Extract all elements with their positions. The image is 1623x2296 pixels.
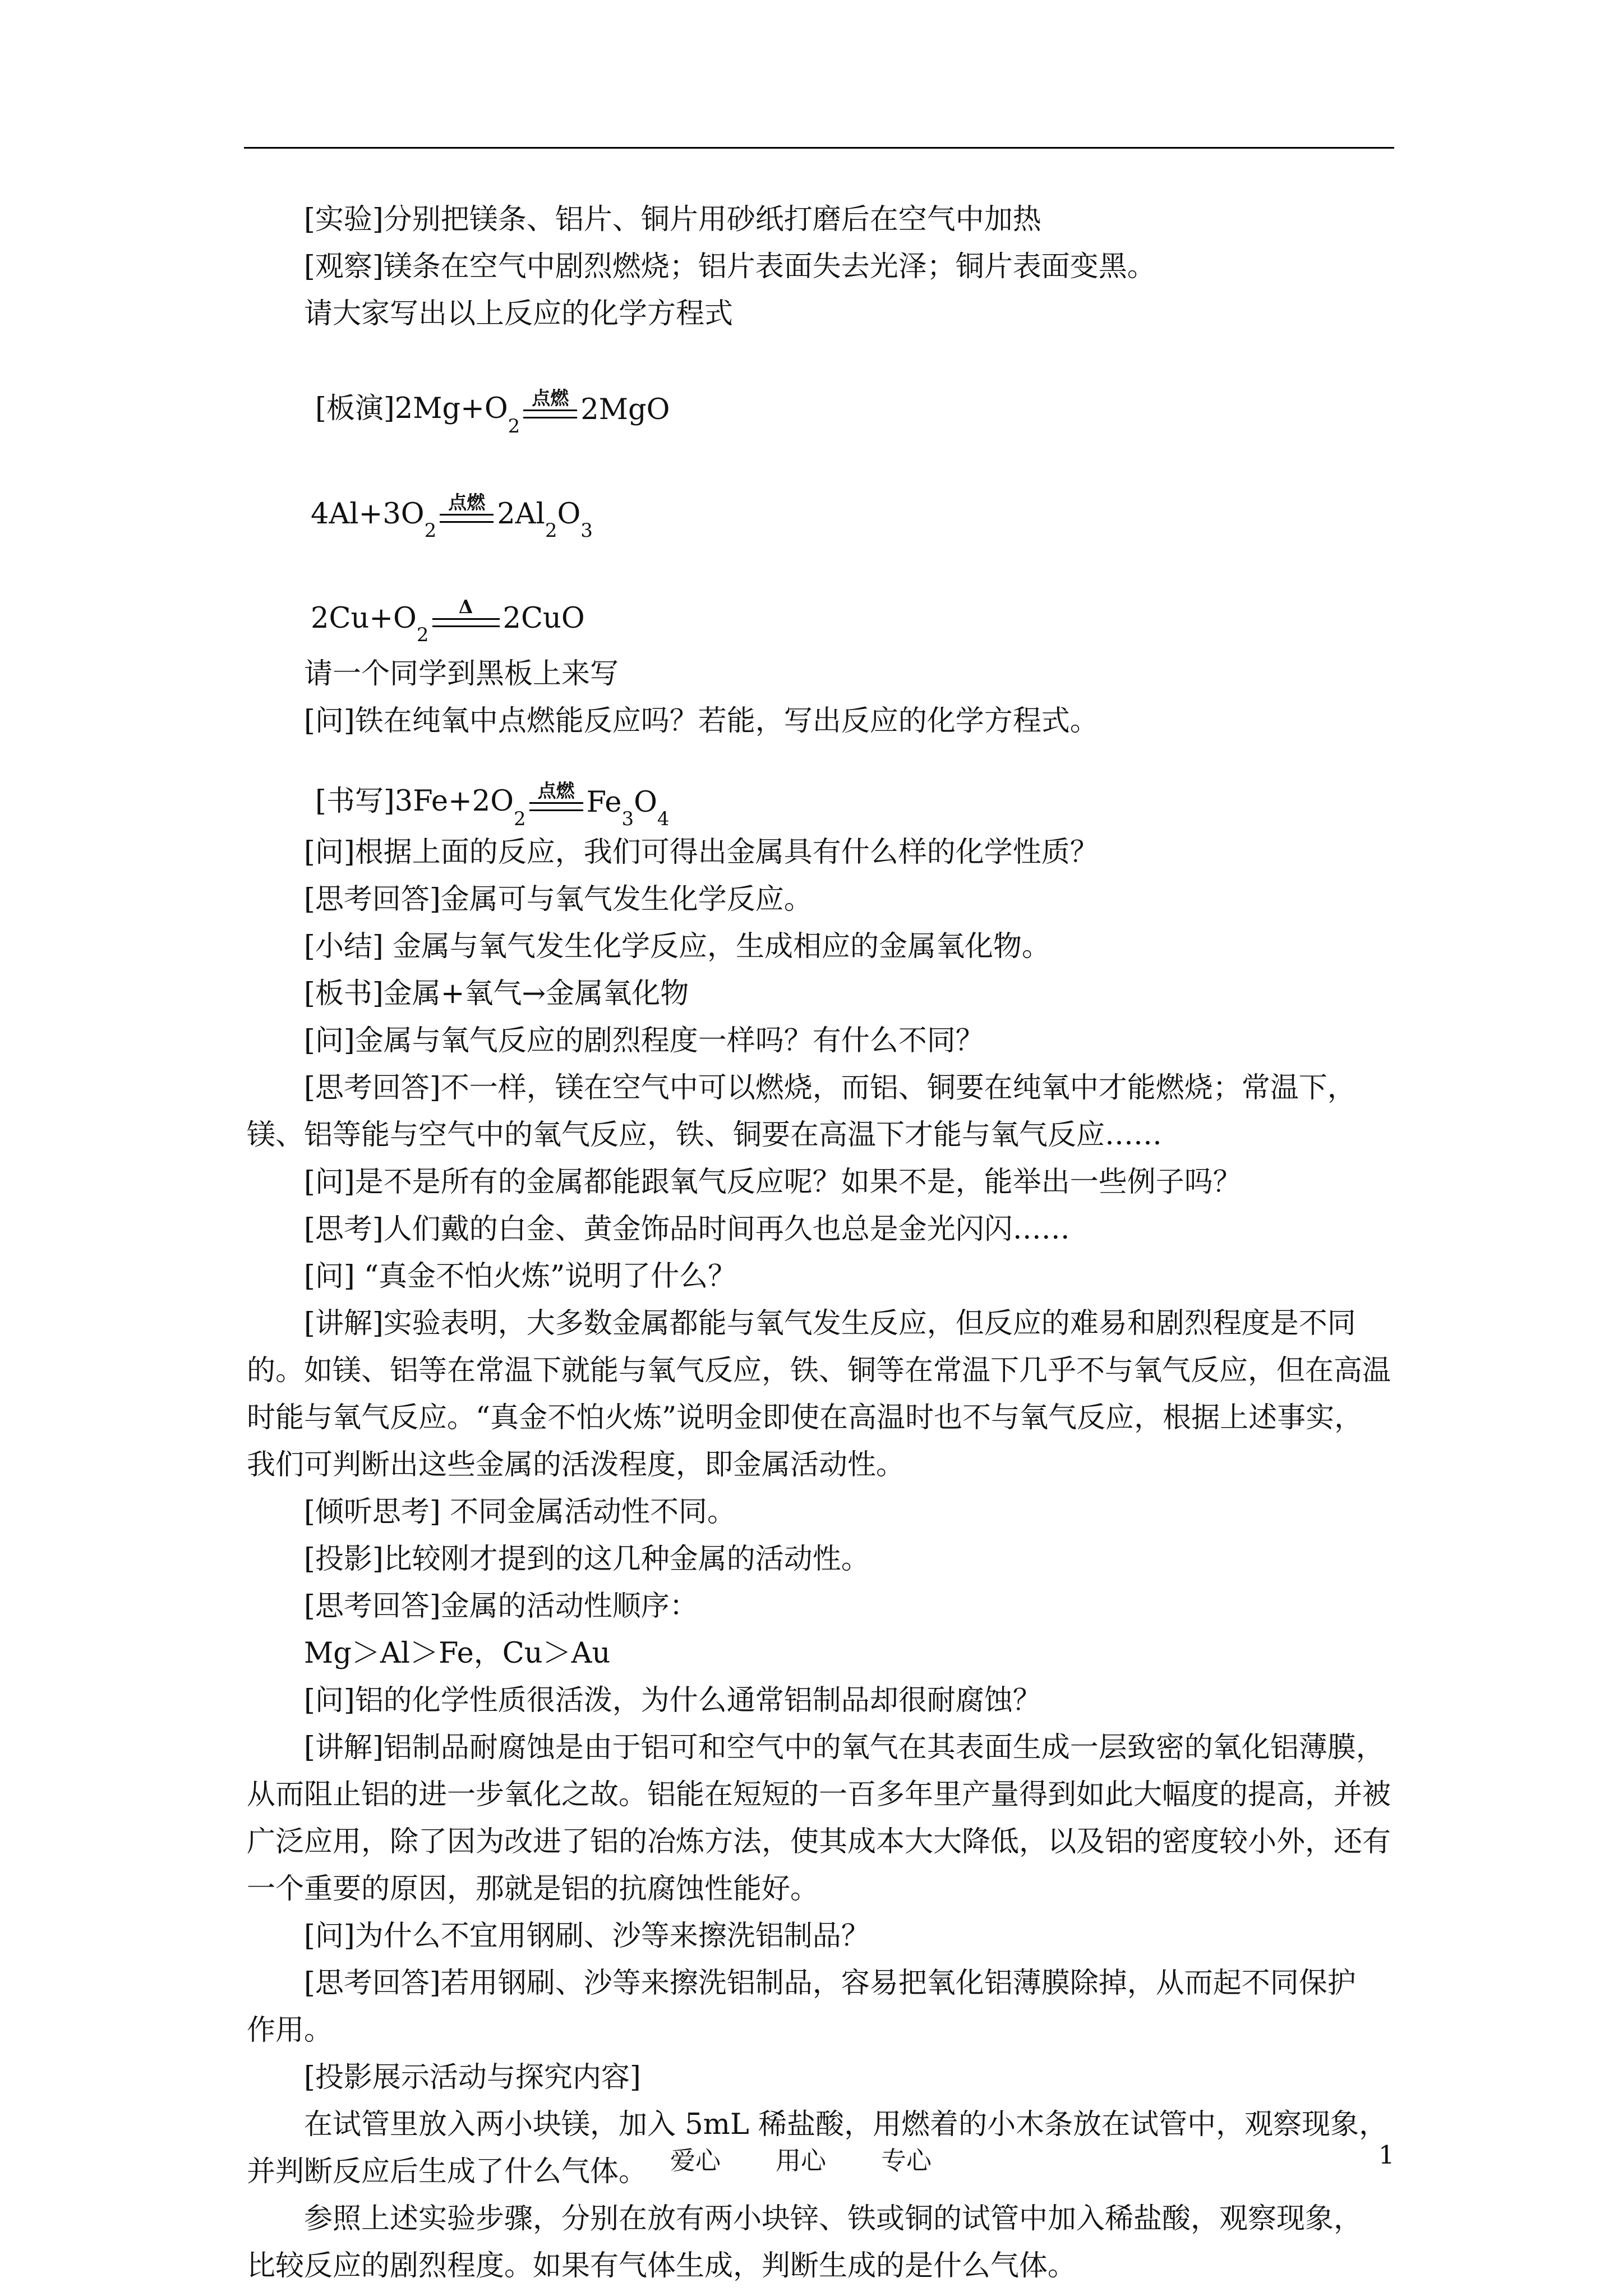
text-line: 从而阻止铝的进一步氧化之故。铝能在短短的一百多年里产量得到如此大幅度的提高，并被 bbox=[247, 1778, 1391, 1811]
text-line: [实验]分别把镁条、铝片、铜片用砂纸打磨后在空气中加热 bbox=[304, 203, 1041, 236]
text-line: 广泛应用，除了因为改进了铝的冶炼方法，使其成本大大降低，以及铝的密度较小外，还有 bbox=[247, 1825, 1391, 1858]
text-line: [小结] 金属与氧气发生化学反应，生成相应的金属氧化物。 bbox=[304, 930, 1051, 963]
equation-al: 4Al+3O 2 点燃 2Al 2 O 3 bbox=[311, 491, 593, 542]
text-line: 请一个同学到黑板上来写 bbox=[304, 657, 619, 691]
document-body bbox=[247, 196, 1396, 2290]
text-line: [讲解]实验表明，大多数金属都能与氧气发生反应，但反应的难易和剧烈程度是不同 bbox=[304, 1307, 1356, 1340]
text-line: [问]为什么不宜用钢刷、沙等来擦洗铝制品？ bbox=[304, 1920, 870, 1953]
equation-right: 2MgO bbox=[580, 393, 670, 426]
text-line: [投影展示活动与探究内容] bbox=[304, 2061, 641, 2094]
text-line: [思考回答]金属可与氧气发生化学反应。 bbox=[304, 883, 813, 916]
text-line: [思考回答]不一样，镁在空气中可以燃烧，而铝、铜要在纯氧中才能燃烧；常温下， bbox=[304, 1071, 1356, 1105]
footer-text: 专心 bbox=[881, 2146, 932, 2175]
text-line: 并判断反应后生成了什么气体。 bbox=[247, 2155, 648, 2188]
footer-text: 用心 bbox=[776, 2146, 827, 2175]
footer-text: 爱心 bbox=[670, 2146, 721, 2175]
header-rule bbox=[244, 147, 1394, 149]
equals-sign bbox=[523, 409, 577, 418]
reaction-condition: 点燃 bbox=[523, 387, 577, 426]
text-line: 一个重要的原因，那就是铝的抗腐蚀性能好。 bbox=[247, 1872, 819, 1906]
equation-left: [板演]2Mg+O bbox=[315, 392, 508, 425]
text-line: 的。如镁、铝等在常温下就能与氧气反应，铁、铜等在常温下几乎不与氧气反应，但在高温 bbox=[247, 1354, 1391, 1387]
equation-left: [书写]3Fe+2O bbox=[315, 785, 514, 818]
text-line: 镁、铝等能与空气中的氧气反应，铁、铜要在高温下才能与氧气反应…… bbox=[247, 1119, 1163, 1152]
text-line: [问]根据上面的反应，我们可得出金属具有什么样的化学性质？ bbox=[304, 836, 1099, 869]
text-line: [问]铁在纯氧中点燃能反应吗？若能，写出反应的化学方程式。 bbox=[304, 705, 1099, 738]
text-line: Mg＞Al＞Fe，Cu＞Au bbox=[304, 1637, 611, 1670]
text-line: [问]是不是所有的金属都能跟氧气反应呢？如果不是，能举出一些例子吗？ bbox=[304, 1166, 1242, 1199]
equation-fe: [书写]3Fe+2O 2 点燃 Fe 3 O 4 bbox=[247, 745, 1396, 829]
equation-right: 2CuO bbox=[502, 602, 585, 635]
text-line: 我们可判断出这些金属的活泼程度，即金属活动性。 bbox=[247, 1448, 905, 1481]
equation-right: 2Al bbox=[497, 498, 545, 531]
text-line: [问]金属与氧气反应的剧烈程度一样吗？有什么不同？ bbox=[304, 1024, 984, 1057]
text-line: [板书]金属+氧气→金属氧化物 bbox=[304, 977, 689, 1010]
text-line: 在试管里放入两小块镁，加入 5mL 稀盐酸，用燃着的小木条放在试管中，观察现象， bbox=[304, 2108, 1388, 2141]
text-line: [问]铝的化学性质很活泼，为什么通常铝制品却很耐腐蚀？ bbox=[304, 1684, 1041, 1717]
equation-mg: [板演]2Mg+O 2 点燃 2MgO bbox=[247, 338, 1396, 442]
equation-left: 2Cu+O bbox=[311, 602, 417, 635]
equals-sign bbox=[440, 514, 494, 523]
equation-right: Fe bbox=[586, 786, 622, 819]
page-number: 1 bbox=[1378, 2140, 1395, 2170]
text-line: 参照上述实验步骤，分别在放有两小块锌、铁或铜的试管中加入稀盐酸，观察现象， bbox=[304, 2202, 1363, 2235]
text-line: [思考]人们戴的白金、黄金饰品时间再久也总是金光闪闪…… bbox=[304, 1213, 1070, 1246]
reaction-condition: 点燃 bbox=[529, 780, 583, 819]
text-line: [问] “真金不怕火炼”说明了什么？ bbox=[304, 1260, 737, 1293]
text-line: 比较反应的剧烈程度。如果有气体生成，判断生成的是什么气体。 bbox=[247, 2249, 1077, 2283]
equation-cu: 2Cu+O 2 Δ 2CuO bbox=[311, 596, 585, 646]
reaction-condition: 点燃 bbox=[440, 491, 494, 531]
text-line: 作用。 bbox=[247, 2014, 333, 2047]
equals-sign bbox=[529, 802, 583, 811]
text-line: 时能与氧气反应。“真金不怕火炼”说明金即使在高温时也不与氧气反应，根据上述事实， bbox=[247, 1401, 1363, 1434]
text-line: [倾听思考] 不同金属活动性不同。 bbox=[304, 1496, 736, 1529]
text-line: [讲解]铝制品耐腐蚀是由于铝可和空气中的氧气在其表面生成一层致密的氧化铝薄膜， bbox=[304, 1731, 1385, 1764]
text-line: [投影]比较刚才提到的这几种金属的活动性。 bbox=[304, 1543, 870, 1576]
text-line: [思考回答]金属的活动性顺序： bbox=[304, 1590, 698, 1623]
text-line: 请大家写出以上反应的化学方程式 bbox=[304, 297, 734, 330]
page-footer bbox=[670, 2140, 932, 2177]
equals-sign bbox=[432, 618, 500, 627]
text-line: [思考回答]若用钢刷、沙等来擦洗铝制品，容易把氧化铝薄膜除掉，从而起不同保护 bbox=[304, 1967, 1356, 2000]
text-line: [观察]镁条在空气中剧烈燃烧；铝片表面失去光泽；铜片表面变黑。 bbox=[304, 250, 1156, 283]
equation-left: 4Al+3O bbox=[311, 498, 425, 531]
reaction-condition: Δ bbox=[432, 596, 500, 635]
